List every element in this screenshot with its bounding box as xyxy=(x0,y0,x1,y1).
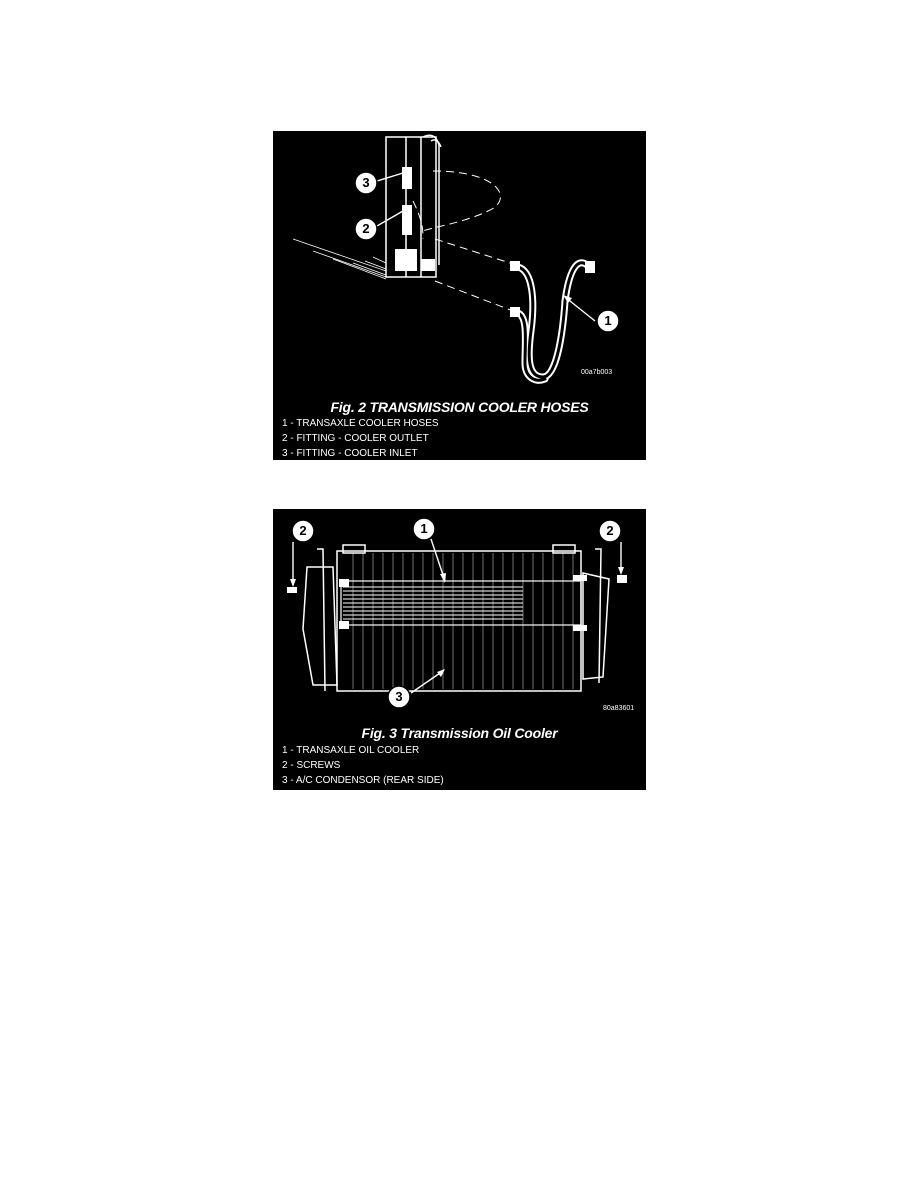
figure-caption: Fig. 2 TRANSMISSION COOLER HOSES xyxy=(330,399,589,415)
callout-label: 1 xyxy=(420,521,428,536)
figure-transmission-cooler-hoses xyxy=(273,131,646,460)
legend-item: 1 - TRANSAXLE OIL COOLER xyxy=(282,745,420,756)
callout-label: 2 xyxy=(299,523,307,538)
legend-item: 3 - FITTING - COOLER INLET xyxy=(282,448,418,459)
callout-label: 3 xyxy=(395,689,403,704)
callout-label: 1 xyxy=(604,313,612,328)
part-number: 80a83601 xyxy=(603,705,635,712)
legend-item: 2 - SCREWS xyxy=(282,760,341,771)
callout-label: 3 xyxy=(362,175,370,190)
figure-transmission-oil-cooler xyxy=(273,509,646,790)
part-number: 00a7b003 xyxy=(581,369,613,376)
callout-label: 2 xyxy=(362,221,370,236)
legend-item: 2 - FITTING - COOLER OUTLET xyxy=(282,433,429,444)
callout-label: 2 xyxy=(606,523,614,538)
figure-caption: Fig. 3 Transmission Oil Cooler xyxy=(361,725,558,741)
figure-legend xyxy=(282,743,444,788)
legend-item: 1 - TRANSAXLE COOLER HOSES xyxy=(282,418,439,429)
legend-item: 3 - A/C CONDENSOR (REAR SIDE) xyxy=(282,775,444,786)
figure-legend xyxy=(282,416,439,460)
